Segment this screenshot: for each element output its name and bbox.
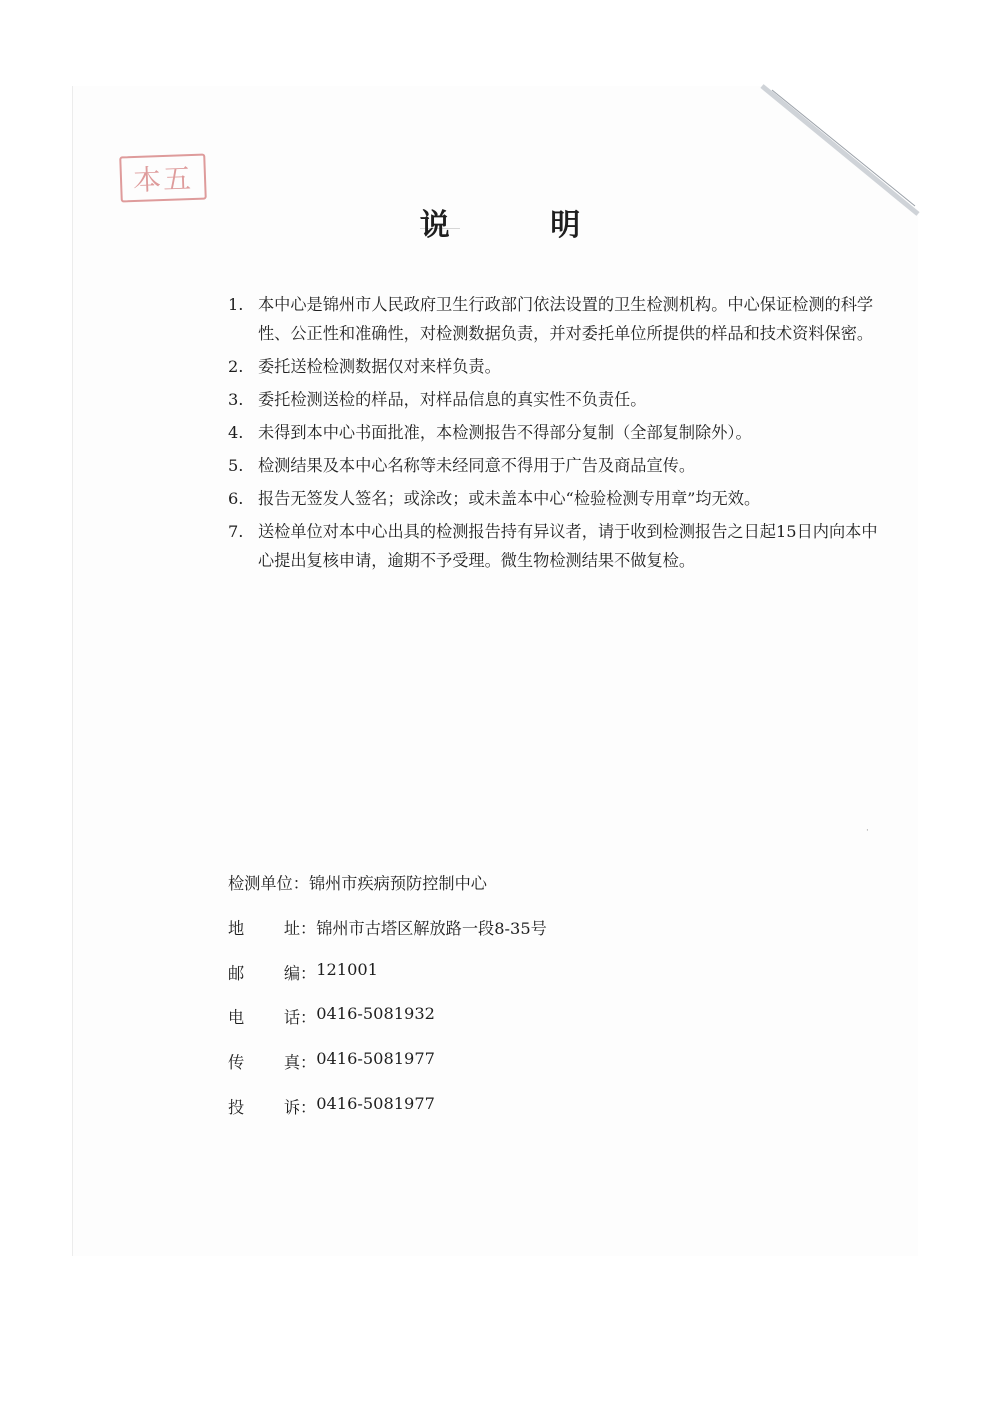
info-row-address bbox=[228, 915, 868, 960]
label-char: 传 bbox=[228, 1053, 245, 1073]
page-title bbox=[0, 200, 1000, 244]
title-char-2: 明 bbox=[550, 208, 581, 243]
note-item bbox=[228, 352, 878, 381]
unit-label: 检测单位 bbox=[228, 874, 293, 893]
label-char: 投 bbox=[228, 1097, 245, 1117]
colon: ： bbox=[300, 1097, 317, 1117]
unit-value: 锦州市疾病预防控制中心 bbox=[308, 874, 487, 893]
contact-info bbox=[228, 870, 868, 1139]
colon: ： bbox=[300, 1008, 317, 1028]
label-char: 编 bbox=[283, 963, 300, 983]
colon: ： bbox=[300, 963, 317, 983]
note-item bbox=[228, 418, 878, 447]
info-row-postcode bbox=[228, 960, 868, 1005]
info-row-fax bbox=[228, 1049, 868, 1094]
note-item bbox=[228, 484, 878, 513]
note-number: 2. bbox=[228, 357, 244, 376]
colon: ： bbox=[300, 1053, 317, 1073]
postcode-value: 121001 bbox=[316, 959, 378, 979]
colon: ： bbox=[300, 918, 317, 938]
note-item bbox=[228, 517, 878, 575]
note-text: 未得到本中心书面批准，本检测报告不得部分复制（全部复制除外）。 bbox=[258, 423, 752, 442]
note-item bbox=[228, 385, 878, 414]
note-text: 本中心是锦州市人民政府卫生行政部门依法设置的卫生检测机构。中心保证检测的科学性、公正性和准确性，对检测数据负责，并对委托单位所提供的样品和技术资料保密。 bbox=[258, 295, 874, 343]
note-number: 6. bbox=[228, 489, 244, 508]
info-row-phone bbox=[228, 1004, 868, 1049]
scan-speck: · bbox=[866, 826, 869, 836]
note-number: 5. bbox=[228, 456, 244, 475]
note-item bbox=[228, 451, 878, 480]
postcode-label bbox=[228, 960, 300, 984]
label-char: 真 bbox=[283, 1053, 300, 1073]
label-char: 话 bbox=[283, 1008, 300, 1028]
complaint-label bbox=[228, 1094, 300, 1118]
notes-list bbox=[228, 290, 878, 579]
label-char: 电 bbox=[228, 1008, 245, 1028]
note-text: 报告无签发人签名；或涂改；或未盖本中心“检验检测专用章”均无效。 bbox=[258, 489, 761, 508]
note-text: 送检单位对本中心出具的检测报告持有异议者，请于收到检测报告之日起15日内向本中心提出复核申请，逾期不予受理。微生物检测结果不做复检。 bbox=[258, 522, 878, 570]
note-number: 1. bbox=[228, 295, 244, 314]
note-item bbox=[228, 290, 878, 348]
note-number: 4. bbox=[228, 423, 244, 442]
info-row-unit bbox=[228, 870, 868, 915]
note-text: 委托送检检测数据仅对来样负责。 bbox=[258, 357, 501, 376]
address-value: 锦州市古塔区解放路一段8-35号 bbox=[316, 918, 547, 938]
fax-label bbox=[228, 1049, 300, 1073]
fax-value: 0416-5081977 bbox=[316, 1049, 435, 1069]
colon: ： bbox=[292, 874, 309, 893]
label-char: 邮 bbox=[228, 963, 245, 983]
red-stamp: 本五 bbox=[119, 154, 207, 203]
address-label bbox=[228, 915, 300, 939]
label-char: 址 bbox=[283, 918, 300, 938]
label-char: 诉 bbox=[283, 1097, 300, 1117]
complaint-value: 0416-5081977 bbox=[316, 1093, 435, 1113]
note-number: 3. bbox=[228, 390, 244, 409]
info-row-complaint bbox=[228, 1094, 868, 1139]
note-text: 检测结果及本中心名称等未经同意不得用于广告及商品宣传。 bbox=[258, 456, 696, 475]
phone-value: 0416-5081932 bbox=[316, 1004, 435, 1024]
phone-label bbox=[228, 1004, 300, 1028]
note-number: 7. bbox=[228, 522, 244, 541]
note-text: 委托检测送检的样品，对样品信息的真实性不负责任。 bbox=[258, 390, 647, 409]
title-char-1: 说 bbox=[419, 208, 450, 243]
label-char: 地 bbox=[228, 918, 245, 938]
